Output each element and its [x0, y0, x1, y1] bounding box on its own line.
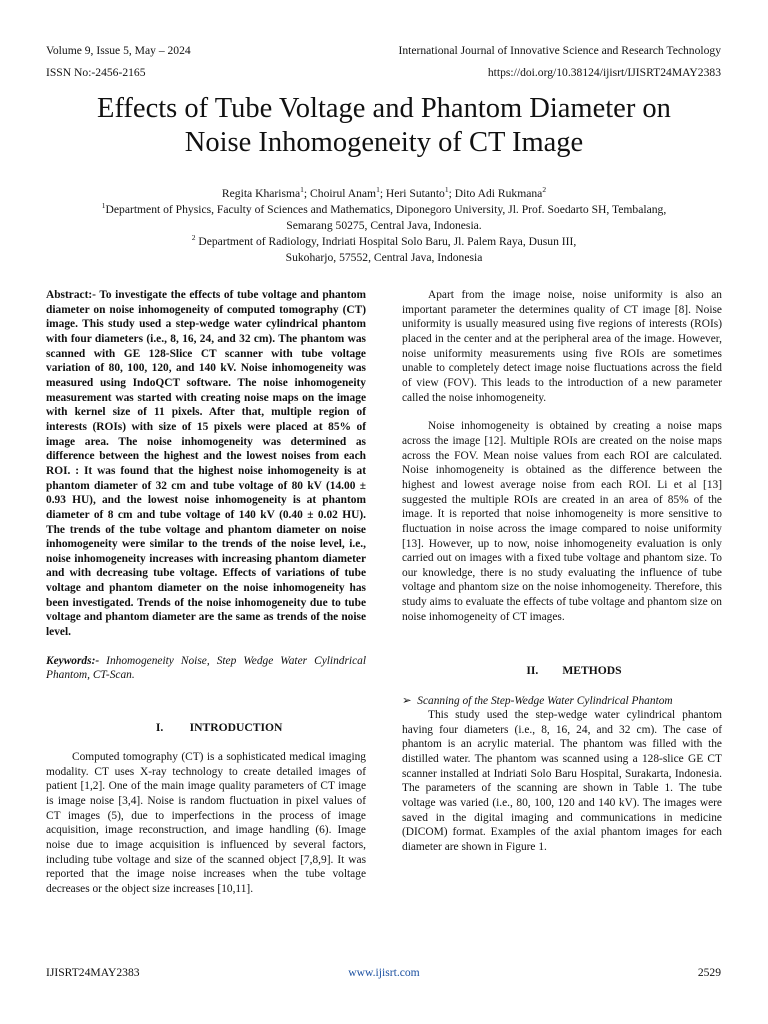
- author-list: [0, 186, 768, 202]
- right-paragraph-1: Apart from the image noise, noise uniformity is also an important parameter the determines quality of CT image [8]. Noise uniformity is usually measured using five regions of interests (ROIs) placed in the center and at the peripheral area of the image. However, noise uniformity measurements using five ROIs are sometimes unable to completely detect image noise fluctuations across the field of view (FOV). This leads to the introduction of a new parameter called the noise inhomogeneity.: [402, 289, 722, 404]
- author-1: Regita Kharisma: [221, 187, 301, 200]
- methods-paragraph: This study used the step-wedge water cylindrical phantom having four diameters (i.e., 8, 16, 24, and 32 cm). The case of phantom is an acrylic material. The phantom was filled with the distilled water. The phantom was scanned using a 128-slice GE CT scanner installed at Indriati Solo Baru Hospital, Surakarta, Indonesia. The parameters of the scanning are shown in Table 1. The tube voltage was varied (i.e., 80, 100, 120 and 140 kV). The images were saved in the digital imaging and communications in medicine (DICOM) format. Examples of the axial phantom images for each diameter are shown in Figure 1.: [402, 709, 722, 853]
- methods-body: [402, 708, 722, 855]
- author-4-sup: 2: [542, 185, 547, 195]
- journal-name: International Journal of Innovative Science and Research Technology: [398, 44, 721, 57]
- introduction-body: [46, 750, 366, 897]
- section-methods-heading: [402, 664, 722, 677]
- affiliation-1-line-1: [0, 202, 768, 218]
- keywords: [46, 654, 366, 683]
- abstract: Abstract:- To investigate the effects of tube voltage and phantom diameter on noise inhomogeneity of computed tomography (CT) image. This study used a step-wedge water cylindrical phantom with four diameters (i.e., 8, 16, 24, and 32 cm). The phantom was scanned with GE 128-Slice CT scanner with tube voltage variation of 80, 100, 120, and 140 kV. Noise inhomogeneity was measured using IndoQCT software. The noise inhomogeneity measurement was started with creating noise maps on the image with kernel size of 11 pixels. After that, multiple region of interests (ROIs) with size of 15 pixels were placed at 85% of image area. The noise inhomogeneity was determined as difference between the highest and the lowest noises from each ROI. : It was found that the highest noise inhomogeneity is at phantom diameter of 32 cm and tube voltage of 80 kV (14.00 ± 0.93 HU), and the lowest noise inhomogeneity is at phantom diameter of 8 cm and tube voltage of 140 kV (0.40 ± 0.02 HU). The trends of the tube voltage and phantom diameter on noise inhomogeneity were similar to the trends of the noise level, i.e., noise inhomogeneity increases with increasing phantom diameter and with decreasing tube voltage. Effects of variations of tube voltage and phantom diameter on the noise inhomogeneity has been investigated. Trends of the noise inhomogeneity due to tube voltage and phantom diameter are the same as trends of the noise level.: [46, 289, 366, 639]
- page-number: 2529: [697, 966, 721, 979]
- section-methods-title: METHODS: [562, 664, 622, 677]
- arrow-bullet-icon: ➢: [402, 695, 412, 707]
- introduction-paragraph: Computed tomography (CT) is a sophisticated medical imaging modality. CT uses X-ray technology to create detailed images of patient [1,2]. One of the main image quality parameters of CT image is image noise [3,4]. Noise is random fluctuation in pixel values of CT images (5), due to imperfections in the process of image acquisition, image reconstruction, and image handling (6). Image noise due to image acquisition is influenced by several factors, including tube voltage and size of the scanned object [7,8,9]. It was reported that the image noise increases when the tube voltage decreases or the object size increases [10,11].: [46, 751, 366, 895]
- keywords-text: Inhomogeneity Noise, Step Wedge Water Cylindrical Phantom, CT-Scan.: [46, 654, 366, 682]
- right-column: [402, 288, 722, 624]
- author-1-sup: 1: [300, 185, 304, 195]
- paper-title: [0, 92, 768, 160]
- footer-paper-id: IJISRT24MAY2383: [46, 966, 140, 979]
- section-introduction-number: I.: [155, 721, 164, 734]
- section-introduction-title: INTRODUCTION: [189, 721, 283, 734]
- footer-website-link[interactable]: www.ijisrt.com: [348, 966, 420, 979]
- volume-issue: Volume 9, Issue 5, May – 2024: [46, 44, 191, 57]
- affiliation-1-line-2: Semarang 50275, Central Java, Indonesia.: [286, 219, 482, 232]
- keywords-label: Keywords:-: [46, 654, 100, 667]
- author-2-sup: 1: [376, 185, 380, 195]
- right-paragraph-2: Noise inhomogeneity is obtained by creating a noise maps across the image [12]. Multiple ROIs are created on the noise maps across the FOV. Mean noise values from each ROI are calculated. Noise inhomogeneity is obtained as the difference between the highest and lowest average noise from each ROI. Li et al [13] suggested the multiple ROIs are created in an area of 85% of the image. It is reported that noise inhomogeneity is more sensitive to fluctuation in noise across the image compared to noise uniformity [13]. However, up to now, noise inhomogeneity evaluation is only carried out on images with a fixed tube voltage and phantom size. To our knowledge, there is no study evaluating the influence of tube voltage and phantom size on the noise inhomogeneity. Therefore, this study aims to evaluate the effects of tube voltage and phantom size on noise inhomogeneity of CT images.: [402, 420, 722, 623]
- affiliation-2-line-1: [0, 234, 768, 250]
- affiliation-2-line-2: Sukoharjo, 57552, Central Java, Indonesia: [285, 251, 483, 264]
- author-4: ; Dito Adi Rukmana: [448, 187, 543, 200]
- affiliation-2-sup: 2: [191, 233, 196, 243]
- doi-link[interactable]: https://doi.org/10.38124/ijisrt/IJISRT24MAY2383: [487, 66, 721, 79]
- author-block: [0, 186, 768, 266]
- section-introduction-heading: [46, 721, 366, 734]
- affiliation-2-text: Department of Radiology, Indriati Hospital Solo Baru, Jl. Palem Raya, Dusun III,: [195, 235, 577, 248]
- affiliation-1-sup: 1: [101, 201, 106, 211]
- title-line-2: Noise Inhomogeneity of CT Image: [184, 127, 584, 158]
- author-2: ; Choirul Anam: [303, 187, 377, 200]
- affiliation-1-text: Department of Physics, Faculty of Sciences and Mathematics, Diponegoro University, Jl. Prof. Soedarto SH, Tembalang,: [105, 203, 667, 216]
- title-line-1: Effects of Tube Voltage and Phantom Diameter on: [97, 93, 671, 124]
- subsection-title: Scanning of the Step-Wedge Water Cylindrical Phantom: [417, 695, 673, 707]
- left-column: [46, 288, 366, 683]
- author-3-sup: 1: [444, 185, 449, 195]
- issn: ISSN No:-2456-2165: [46, 66, 146, 79]
- section-methods-number: II.: [526, 664, 539, 677]
- subsection-heading: [402, 693, 673, 707]
- author-3: ; Heri Sutanto: [379, 187, 445, 200]
